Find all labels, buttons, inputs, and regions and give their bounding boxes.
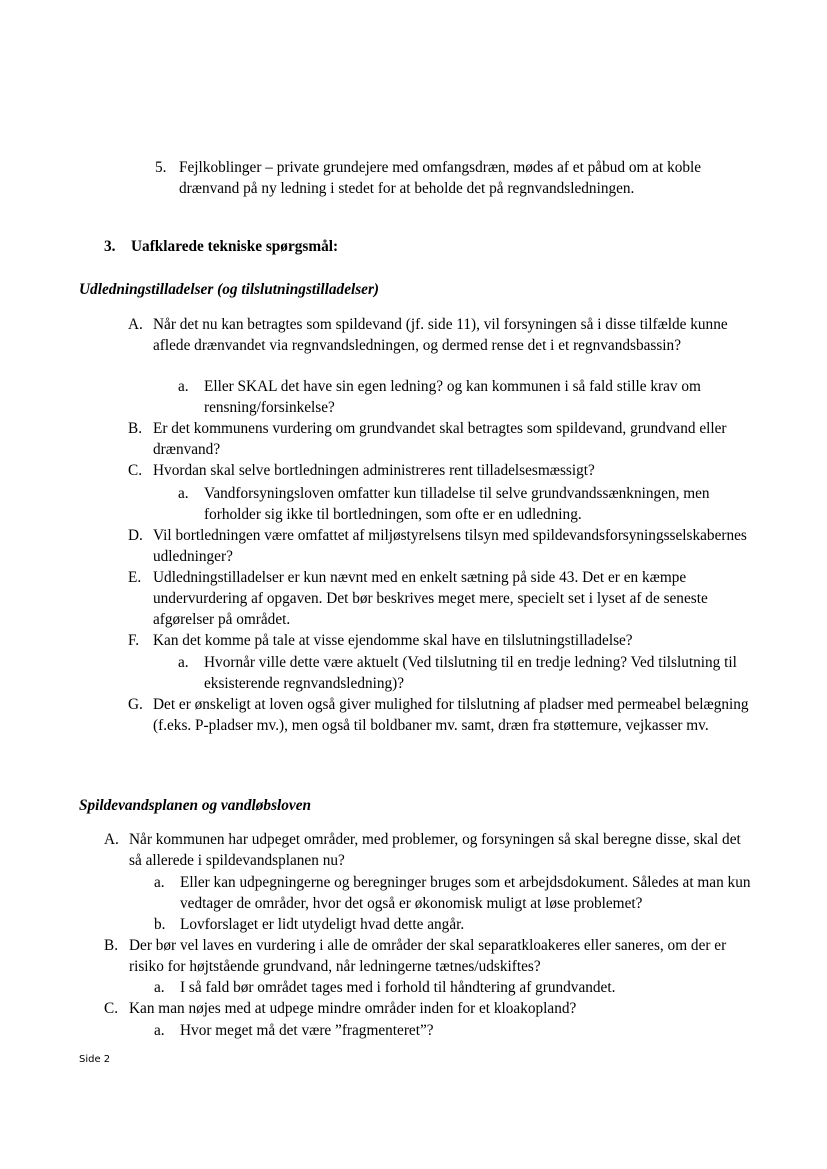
- list-item: [154, 1020, 756, 1041]
- list-item-text: Vil bortledningen være omfattet af miljøstyrelsens tilsyn med spildevandsforsyningsselskabernes udledninger?: [153, 527, 747, 565]
- page-number: Side 2: [79, 1054, 111, 1065]
- list-item-text: Det er ønskeligt at loven også giver mulighed for tilslutning af pladser med permeabel belægning (f.eks. P-pladser mv.), men også til boldbaner mv. samt, dræn fra støttemure, vejkasser mv.: [153, 696, 749, 734]
- list-item: [154, 914, 756, 935]
- list-marker: b.: [154, 916, 166, 933]
- list-item-text: Eller kan udpegningerne og beregninger bruges som et arbejdsdokument. Således at man kun vedtager de områder, hvor det også er økonomisk muligt at løse problemet?: [180, 874, 751, 912]
- list-item-text: Eller SKAL det have sin egen ledning? og kan kommunen i så fald stille krav om rensning/forsinkelse?: [204, 378, 701, 416]
- section-title: Uafklarede tekniske spørgsmål:: [131, 238, 339, 255]
- list-marker: a.: [178, 485, 189, 502]
- list-item: [178, 483, 755, 525]
- list-item-text: Hvornår ville dette være aktuelt (Ved tilslutning til en tredje ledning? Ved tilslutning til eksisterende regnvandsledning)?: [204, 654, 737, 692]
- list-item-text: Udledningstilladelser er kun nævnt med en enkelt sætning på side 43. Det er en kæmpe undervurdering af opgaven. Det bør beskrives meget mere, specielt set i lyset af de seneste afgørelser på området.: [153, 569, 708, 628]
- list-item-text: Fejlkoblinger – private grundejere med omfangsdræn, mødes af et påbud om at koble drænvand på ny ledning i stedet for at beholde det på regnvandsledningen.: [179, 159, 702, 197]
- list-item: [154, 872, 756, 914]
- list-marker: B.: [128, 420, 143, 437]
- list-item-text: Kan man nøjes med at udpege mindre områder inden for et kloakopland?: [129, 1000, 577, 1017]
- list-item: [128, 525, 753, 567]
- list-marker: A.: [128, 316, 143, 333]
- list-item: [128, 694, 753, 736]
- list-item-text: Hvordan skal selve bortledningen administreres rent tilladelsesmæssigt?: [153, 462, 595, 479]
- list-item-text: Der bør vel laves en vurdering i alle de områder der skal separatkloakeres eller saneres, om der er risiko for højtstående grundvand, når ledningerne tætnes/udskiftes?: [129, 937, 727, 975]
- subheading-spildevandsplan: Spildevandsplanen og vandløbsloven: [79, 797, 312, 814]
- list-marker: a.: [154, 874, 165, 891]
- list-item-text: Lovforslaget er lidt utydeligt hvad dette angår.: [180, 916, 465, 933]
- list-item: [104, 935, 754, 977]
- list-item-text: Er det kommunens vurdering om grundvandet skal betragtes som spildevand, grundvand eller drænvand?: [153, 420, 727, 458]
- list-item: [128, 314, 753, 356]
- list-item: [128, 630, 753, 651]
- list-marker: 5.: [155, 159, 167, 176]
- list-marker: B.: [104, 937, 119, 954]
- list-marker: C.: [104, 1000, 119, 1017]
- list-item-5: [155, 157, 755, 199]
- list-item: [104, 998, 754, 1019]
- list-item: [104, 829, 754, 871]
- list-marker: a.: [154, 1022, 165, 1039]
- subheading-udledning: Udledningstilladelser (og tilslutningstilladelser): [79, 281, 380, 298]
- list-item: [178, 652, 755, 694]
- list-item: [178, 376, 755, 418]
- list-item: [128, 460, 753, 481]
- list-marker: C.: [128, 462, 143, 479]
- list-item: [128, 418, 753, 460]
- list-marker: E.: [128, 569, 142, 586]
- list-marker: a.: [178, 378, 189, 395]
- list-item-text: Når det nu kan betragtes som spildevand (jf. side 11), vil forsyningen så i disse tilfælde kunne aflede drænvandet via regnvandsledningen, og dermed rense det i et regnvandsbassin?: [153, 316, 728, 354]
- list-marker: D.: [128, 527, 143, 544]
- list-item: [128, 567, 753, 630]
- list-item-text: Vandforsyningsloven omfatter kun tilladelse til selve grundvandssænkningen, men forholder sig ikke til bortledningen, som ofte er en udledning.: [204, 485, 710, 523]
- list-item-text: Kan det komme på tale at visse ejendomme skal have en tilslutningstilladelse?: [153, 632, 633, 649]
- list-marker: G.: [128, 696, 143, 713]
- section-heading: [104, 236, 704, 257]
- list-item: [154, 977, 756, 998]
- list-marker: a.: [154, 979, 165, 996]
- list-item-text: Når kommunen har udpeget områder, med problemer, og forsyningen så skal beregne disse, skal det så allerede i spildevandsplanen nu?: [129, 831, 741, 869]
- list-marker: a.: [178, 654, 189, 671]
- list-marker: F.: [128, 632, 140, 649]
- list-item-text: Hvor meget må det være ”fragmenteret”?: [180, 1022, 434, 1039]
- section-number: 3.: [104, 238, 116, 255]
- list-marker: A.: [104, 831, 119, 848]
- list-item-text: I så fald bør området tages med i forhold til håndtering af grundvandet.: [180, 979, 616, 996]
